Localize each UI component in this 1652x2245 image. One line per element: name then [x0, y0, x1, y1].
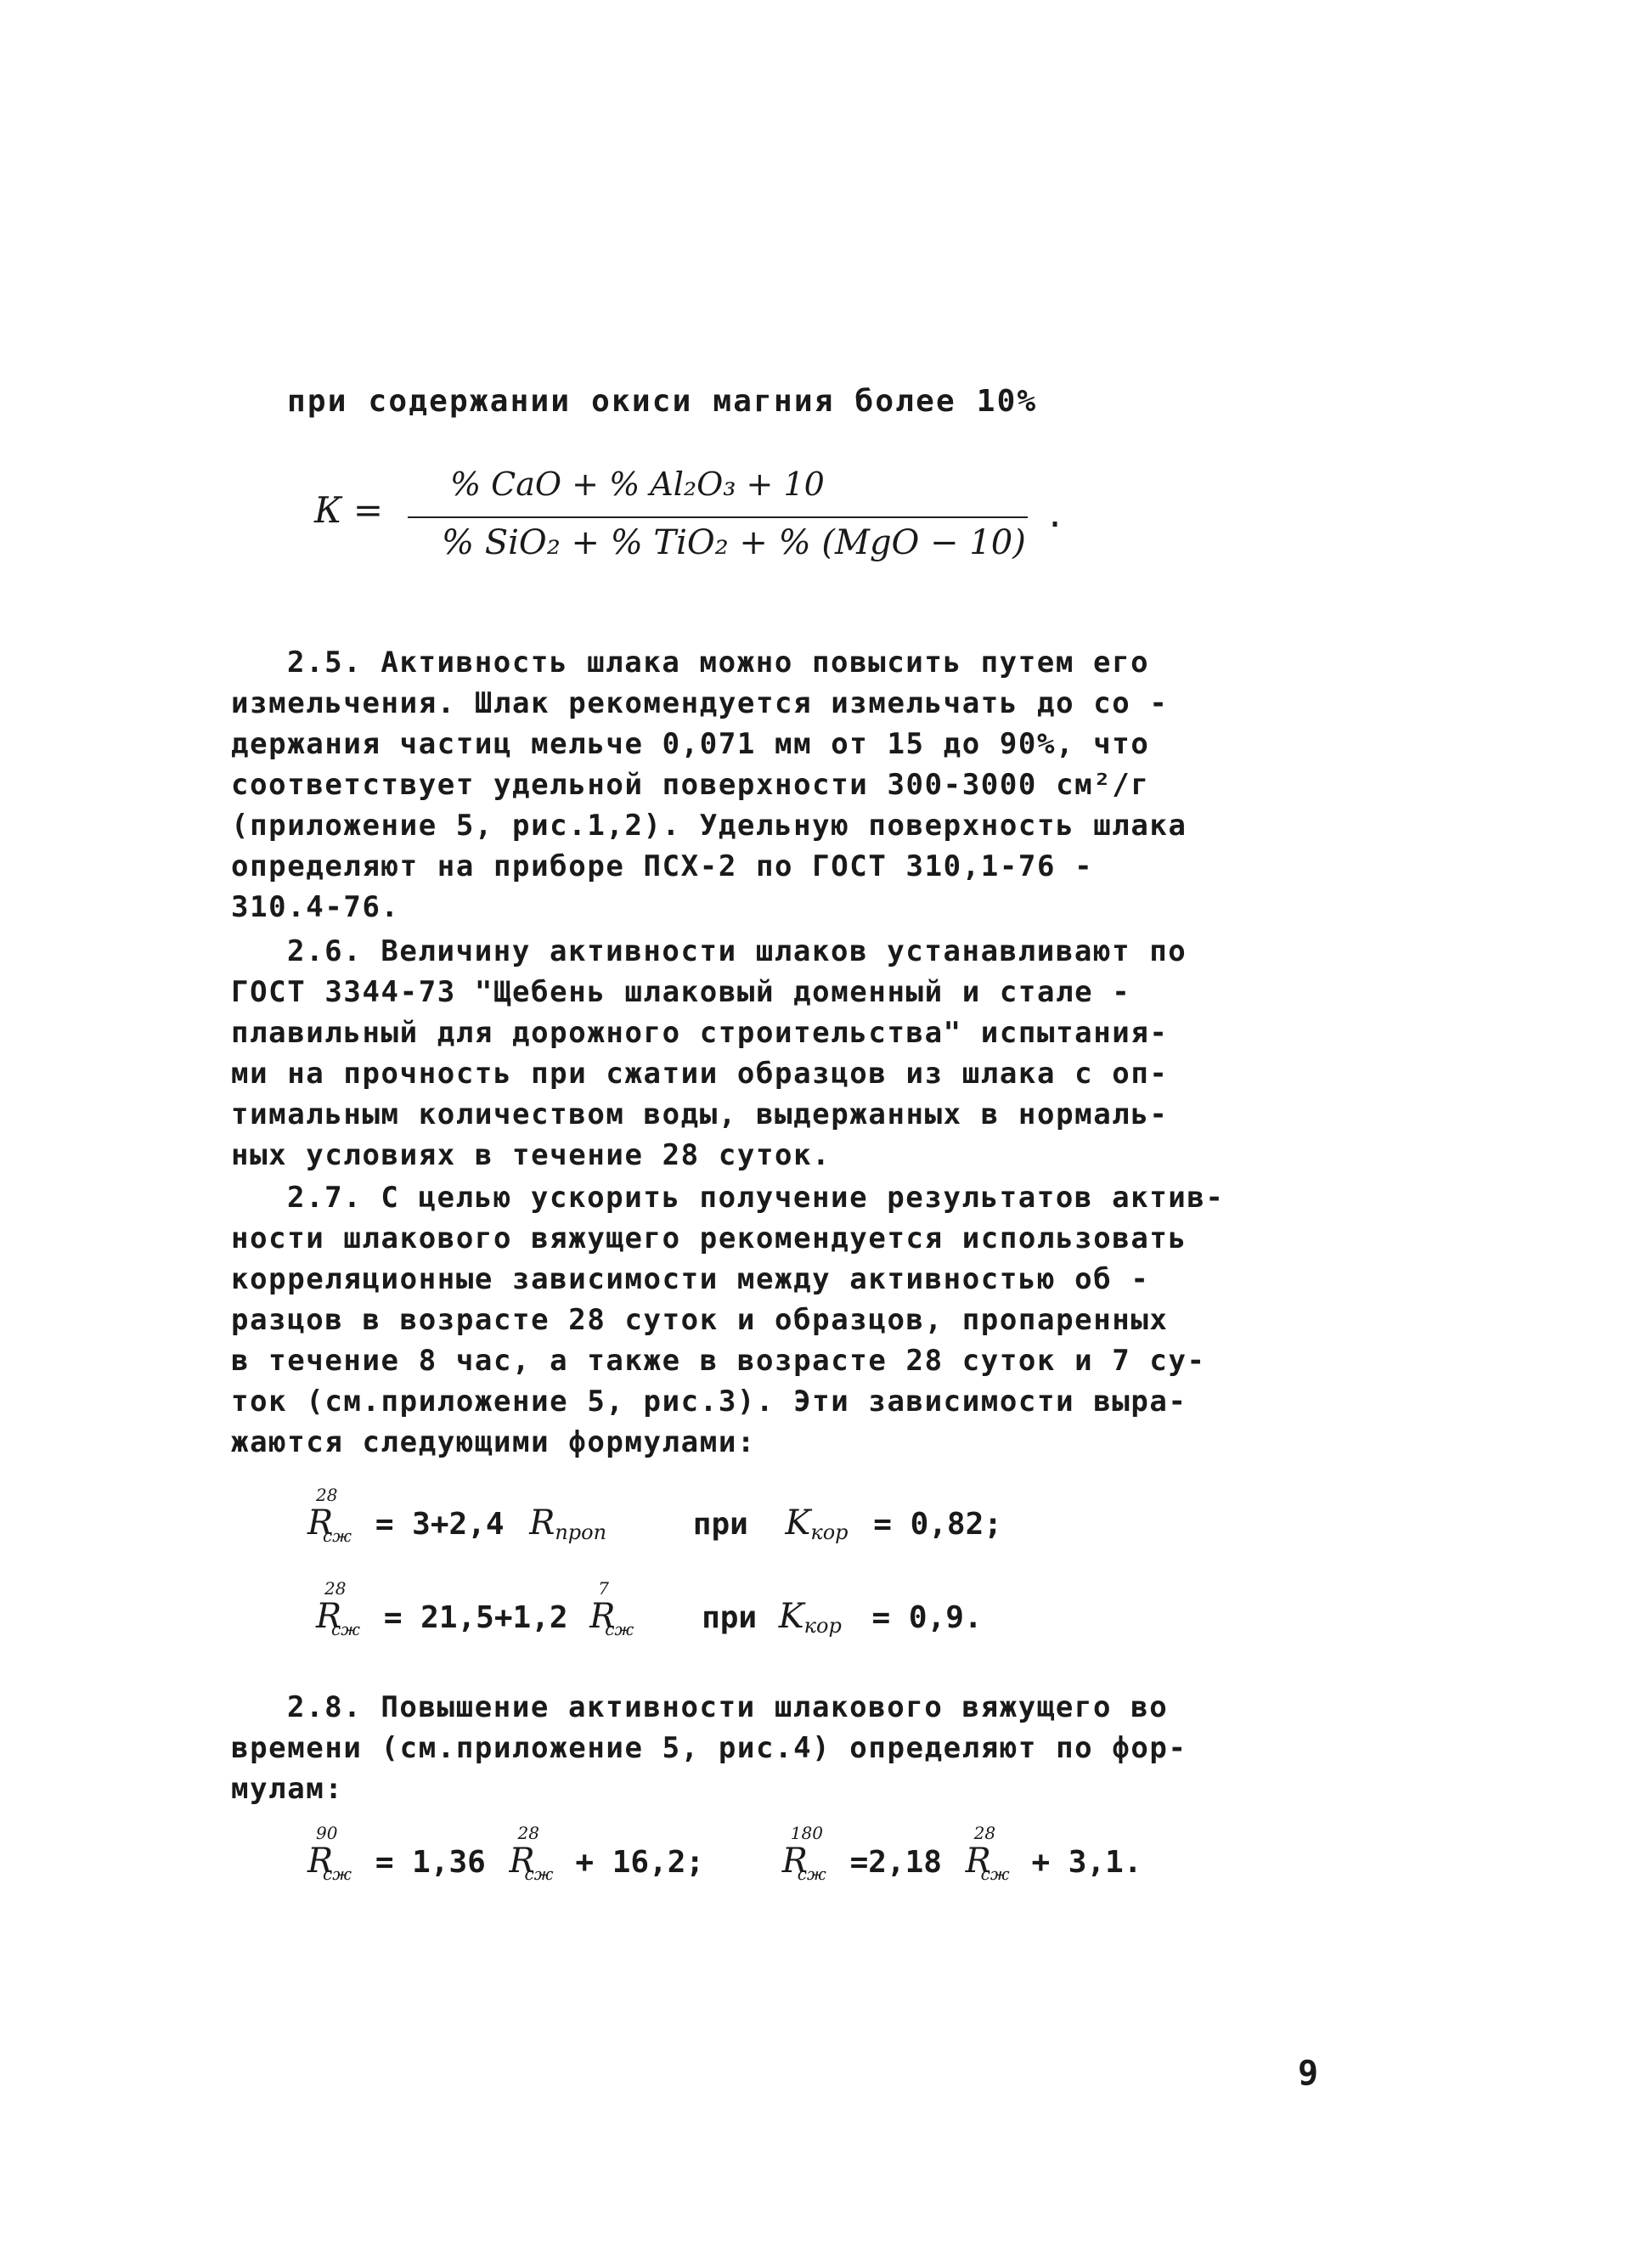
text-line: в течение 8 час, а также в возрасте 28 суток и 7 су- — [231, 1344, 1206, 1378]
text-line: жаются следующими формулами: — [231, 1425, 756, 1459]
text-line: тимальным количеством воды, выдержанных в нормаль- — [231, 1097, 1169, 1131]
text-line: ных условиях в течение 28 суток. — [231, 1138, 832, 1172]
text-line: 2.8. Повышение активности шлакового вяжущего во — [287, 1690, 1169, 1724]
formula-r28-steamed: R 28 сж = 3+2,4 Rпроп при Kкор = 0,82; — [307, 1485, 1002, 1546]
heading-magnesia: при содержании окиси магния более 10% — [287, 384, 1038, 419]
fraction-bar — [408, 516, 1028, 518]
formula-r28-r7: R 28 сж = 21,5+1,2 R 7 сж при Kкор = 0,9. — [316, 1578, 983, 1639]
text-line: (приложение 5, рис.1,2). Удельную поверхность шлака — [231, 809, 1187, 843]
text-line: измельчения. Шлак рекомендуется измельчать до со - — [231, 686, 1169, 720]
text-line: 2.7. С целью ускорить получение результатов актив- — [287, 1181, 1225, 1215]
formula-k — [306, 465, 1070, 584]
text-line: соответствует удельной поверхности 300-3000 см²/г — [231, 768, 1150, 802]
page-number: 9 — [1298, 2054, 1319, 2093]
text-line: ток (см.приложение 5, рис.3). Эти зависимости выра- — [231, 1385, 1187, 1419]
text-line: ми на прочность при сжатии образцов из шлака с оп- — [231, 1057, 1169, 1091]
text-line: держания частиц мельче 0,071 мм от 15 до 90%, что — [231, 727, 1150, 761]
text-line: разцов в возрасте 28 суток и образцов, пропаренных — [231, 1303, 1169, 1337]
text-line: корреляционные зависимости между активностью об - — [231, 1262, 1150, 1296]
text-line: 2.6. Величину активности шлаков устанавливают по — [287, 934, 1187, 968]
formula-r90-r180: R 90 сж = 1,36 R 28 сж + 16,2; R 180 сж =2,18 R 28 сж + 3,1. — [307, 1823, 1142, 1884]
text-line: определяют на приборе ПСХ-2 по ГОСТ 310,1-76 - — [231, 849, 1094, 883]
formula-k-denominator: % SiO₂ + % TiO₂ + % (MgO − 10) — [442, 523, 1026, 562]
text-line: ности шлакового вяжущего рекомендуется использовать — [231, 1221, 1187, 1255]
text-line: времени (см.приложение 5, рис.4) определяют по фор- — [231, 1731, 1187, 1765]
symbol-r: R 28 сж — [316, 1578, 360, 1639]
symbol-r: R 28 сж — [307, 1485, 352, 1546]
formula-k-lhs: К = — [314, 489, 384, 531]
text-line: плавильный для дорожного строительства" испытания- — [231, 1016, 1169, 1050]
text-line: 2.5. Активность шлака можно повысить путем его — [287, 646, 1150, 680]
text-line: мулам: — [231, 1772, 344, 1806]
formula-k-numerator: % CaO + % Al₂O₃ + 10 — [450, 465, 825, 503]
formula-k-end: . — [1045, 496, 1066, 535]
text-line: ГОСТ 3344-73 "Щебень шлаковый доменный и стале - — [231, 975, 1131, 1009]
text-line: 310.4-76. — [231, 890, 400, 924]
